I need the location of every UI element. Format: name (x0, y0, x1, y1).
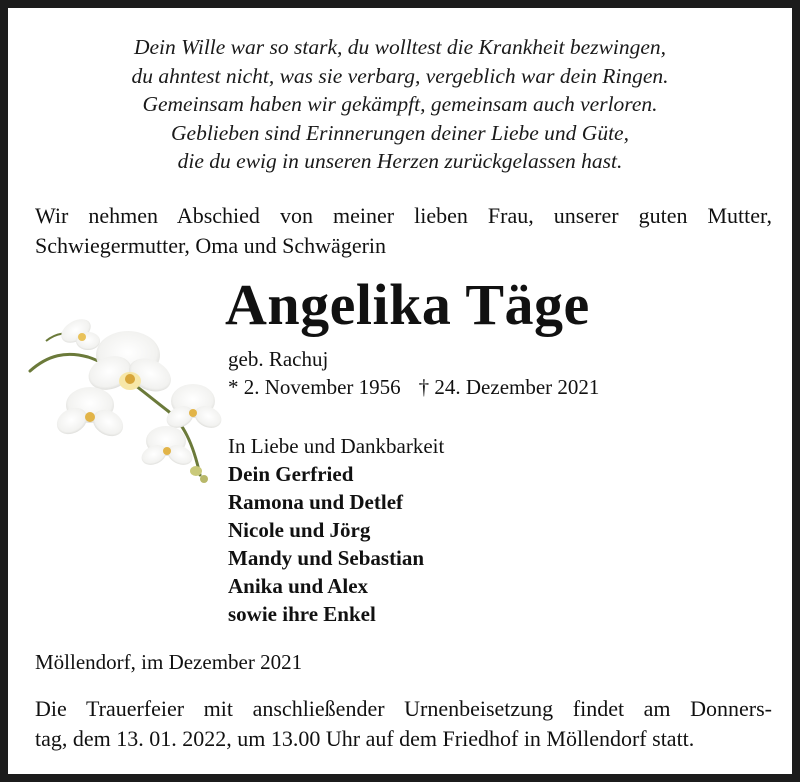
funeral-service-info (35, 694, 772, 754)
mourner-name: Ramona und Detlef (228, 490, 404, 514)
life-dates (228, 373, 599, 401)
mourner-name: sowie ihre Enkel (228, 602, 376, 626)
mourner-name: Nicole und Jörg (228, 518, 371, 542)
mourners-list (228, 432, 444, 628)
life-details (228, 345, 599, 401)
place-and-date: Möllendorf, im Dezember 2021 (35, 650, 303, 674)
service-line: Die Trauerfeier mit anschließender Urnenbeisetzung findet am Donners- (35, 696, 772, 721)
poem-line: du ahntest nicht, was sie verbarg, vergeblich war dein Ringen. (131, 63, 669, 88)
orchid-icon (28, 293, 228, 493)
poem-line: die du ewig in unseren Herzen zurückgelassen hast. (177, 149, 623, 173)
mourner-name: Anika und Alex (228, 574, 369, 598)
service-line: tag, dem 13. 01. 2022, um 13.00 Uhr auf dem Friedhof in Möllendorf statt. (35, 726, 695, 751)
intro-line: Schwiegermutter, Oma und Schwägerin (35, 233, 387, 258)
mourners-intro: In Liebe und Dankbarkeit (228, 434, 445, 458)
poem-line: Dein Wille war so stark, du wolltest die Krankheit bezwingen, (133, 35, 667, 59)
deceased-name: Angelika Täge (225, 272, 590, 337)
memorial-poem (8, 33, 792, 176)
intro-line: Wir nehmen Abschied von meiner lieben Frau, unserer guten Mutter, (35, 203, 772, 228)
farewell-intro (35, 201, 772, 261)
poem-line: Geblieben sind Erinnerungen deiner Liebe und Güte, (171, 120, 629, 145)
mourner-name: Mandy und Sebastian (228, 546, 425, 570)
maiden-name: geb. Rachuj (228, 347, 329, 371)
poem-line: Gemeinsam haben wir gekämpft, gemeinsam auch verloren. (142, 92, 658, 116)
death-date: † 24. Dezember 2021 (418, 375, 600, 399)
mourner-name: Dein Gerfried (228, 462, 354, 486)
birth-date: * 2. November 1956 (228, 375, 401, 399)
